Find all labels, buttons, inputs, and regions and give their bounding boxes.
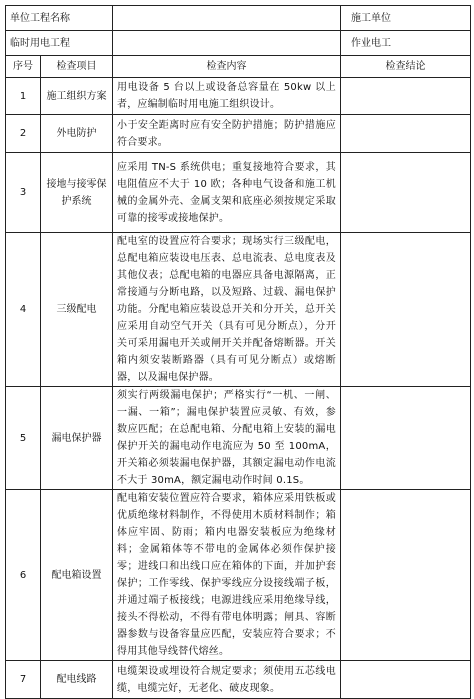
table-row: [6, 233, 471, 387]
row-item: 配电线路: [41, 661, 113, 699]
table-row: [6, 387, 471, 490]
row-item: 接地与接零保护系统: [41, 153, 113, 233]
row-number: 4: [6, 233, 41, 387]
project-name-value: [113, 6, 341, 31]
table-row: [6, 115, 471, 153]
row-item: 外电防护: [41, 115, 113, 153]
row-conclusion[interactable]: [341, 490, 471, 661]
row-content: 电缆架设或埋设符合规定要求；须使用五芯线电缆，电缆完好，无老化、破皮现象。: [113, 661, 341, 699]
construction-unit-label: 施工单位: [341, 6, 471, 31]
row-item: 漏电保护器: [41, 387, 113, 490]
row-content: 小于安全距离时应有安全防护措施；防护措施应符合要求。: [113, 115, 341, 153]
project-name-label: 单位工程名称: [6, 6, 113, 31]
row-conclusion[interactable]: [341, 387, 471, 490]
table-row: [6, 78, 471, 115]
row-content: 须实行两级漏电保护；严格实行“一机、一闸、一漏、一箱”；漏电保护装置应灵敏、有效，参数应匹配；在总配电箱、分配电箱上安装的漏电保护开关的漏电动作电流应为 50 至 100mA，开关箱必须装漏电保护器，其额定漏电动作电流不大于 30mA，额定漏电动作时间 0.1S。: [113, 387, 341, 490]
row-number: 3: [6, 153, 41, 233]
row-item: 施工组织方案: [41, 78, 113, 115]
col-header-conclusion: 检查结论: [341, 56, 471, 78]
row-item: 三级配电: [41, 233, 113, 387]
electrician-label: 作业电工: [341, 31, 471, 56]
column-header-row: [6, 56, 471, 78]
row-conclusion[interactable]: [341, 78, 471, 115]
header-row-project: [6, 6, 471, 31]
inspection-table: [5, 5, 471, 699]
row-number: 7: [6, 661, 41, 699]
row-content: 应采用 TN-S 系统供电；重复接地符合要求，其电阻值应不大于 10 欧；各种电气设备和施工机械的金属外壳、金属支架和底座必须按规定采取可靠的接零或接地保护。: [113, 153, 341, 233]
table-row: [6, 153, 471, 233]
row-number: 6: [6, 490, 41, 661]
col-header-item: 检查项目: [41, 56, 113, 78]
row-content: 用电设备 5 台以上或设备总容量在 50kw 以上者，应编制临时用电施工组织设计。: [113, 78, 341, 115]
temp-power-value: [113, 31, 341, 56]
col-header-no: 序号: [6, 56, 41, 78]
temp-power-label: 临时用电工程: [6, 31, 113, 56]
row-item: 配电箱设置: [41, 490, 113, 661]
row-conclusion[interactable]: [341, 115, 471, 153]
row-number: 1: [6, 78, 41, 115]
row-number: 2: [6, 115, 41, 153]
table-row: [6, 661, 471, 699]
row-conclusion[interactable]: [341, 661, 471, 699]
row-content: 配电箱安装位置应符合要求，箱体应采用铁板或优质绝缘材料制作，不得使用木质材料制作；箱体应牢固、防雨；箱内电器安装板应为绝缘材料；金属箱体等不带电的金属体必须作保护接零；进线口和出线口应在箱体的下面，并加护套保护；工作零线、保护零线应分设接线端子板，并通过端子板接线；电源进线应采用绝缘导线，接头不得松动，不得有带电体明露；闸具、容断器参数与设备容量应匹配，安装应符合要求；不得用其他导线替代熔丝。: [113, 490, 341, 661]
row-conclusion[interactable]: [341, 233, 471, 387]
row-content: 配电室的设置应符合要求；现场实行三级配电，总配电箱应装设电压表、总电流表、总电度表及其他仪表；总配电箱的电器应具备电源隔离，正常接通与分断电路，以及短路、过载、漏电保护功能。分配电箱应装设总开关和分开关，总开关应采用自动空气开关（具有可见分断点），分开关可采用漏电开关或闸开关并配备熔断器。开关箱内须安装断路器（具有可见分断点）或熔断器，以及漏电保护器。: [113, 233, 341, 387]
col-header-content: 检查内容: [113, 56, 341, 78]
row-conclusion[interactable]: [341, 153, 471, 233]
header-row-power: [6, 31, 471, 56]
table-row: [6, 490, 471, 661]
row-number: 5: [6, 387, 41, 490]
